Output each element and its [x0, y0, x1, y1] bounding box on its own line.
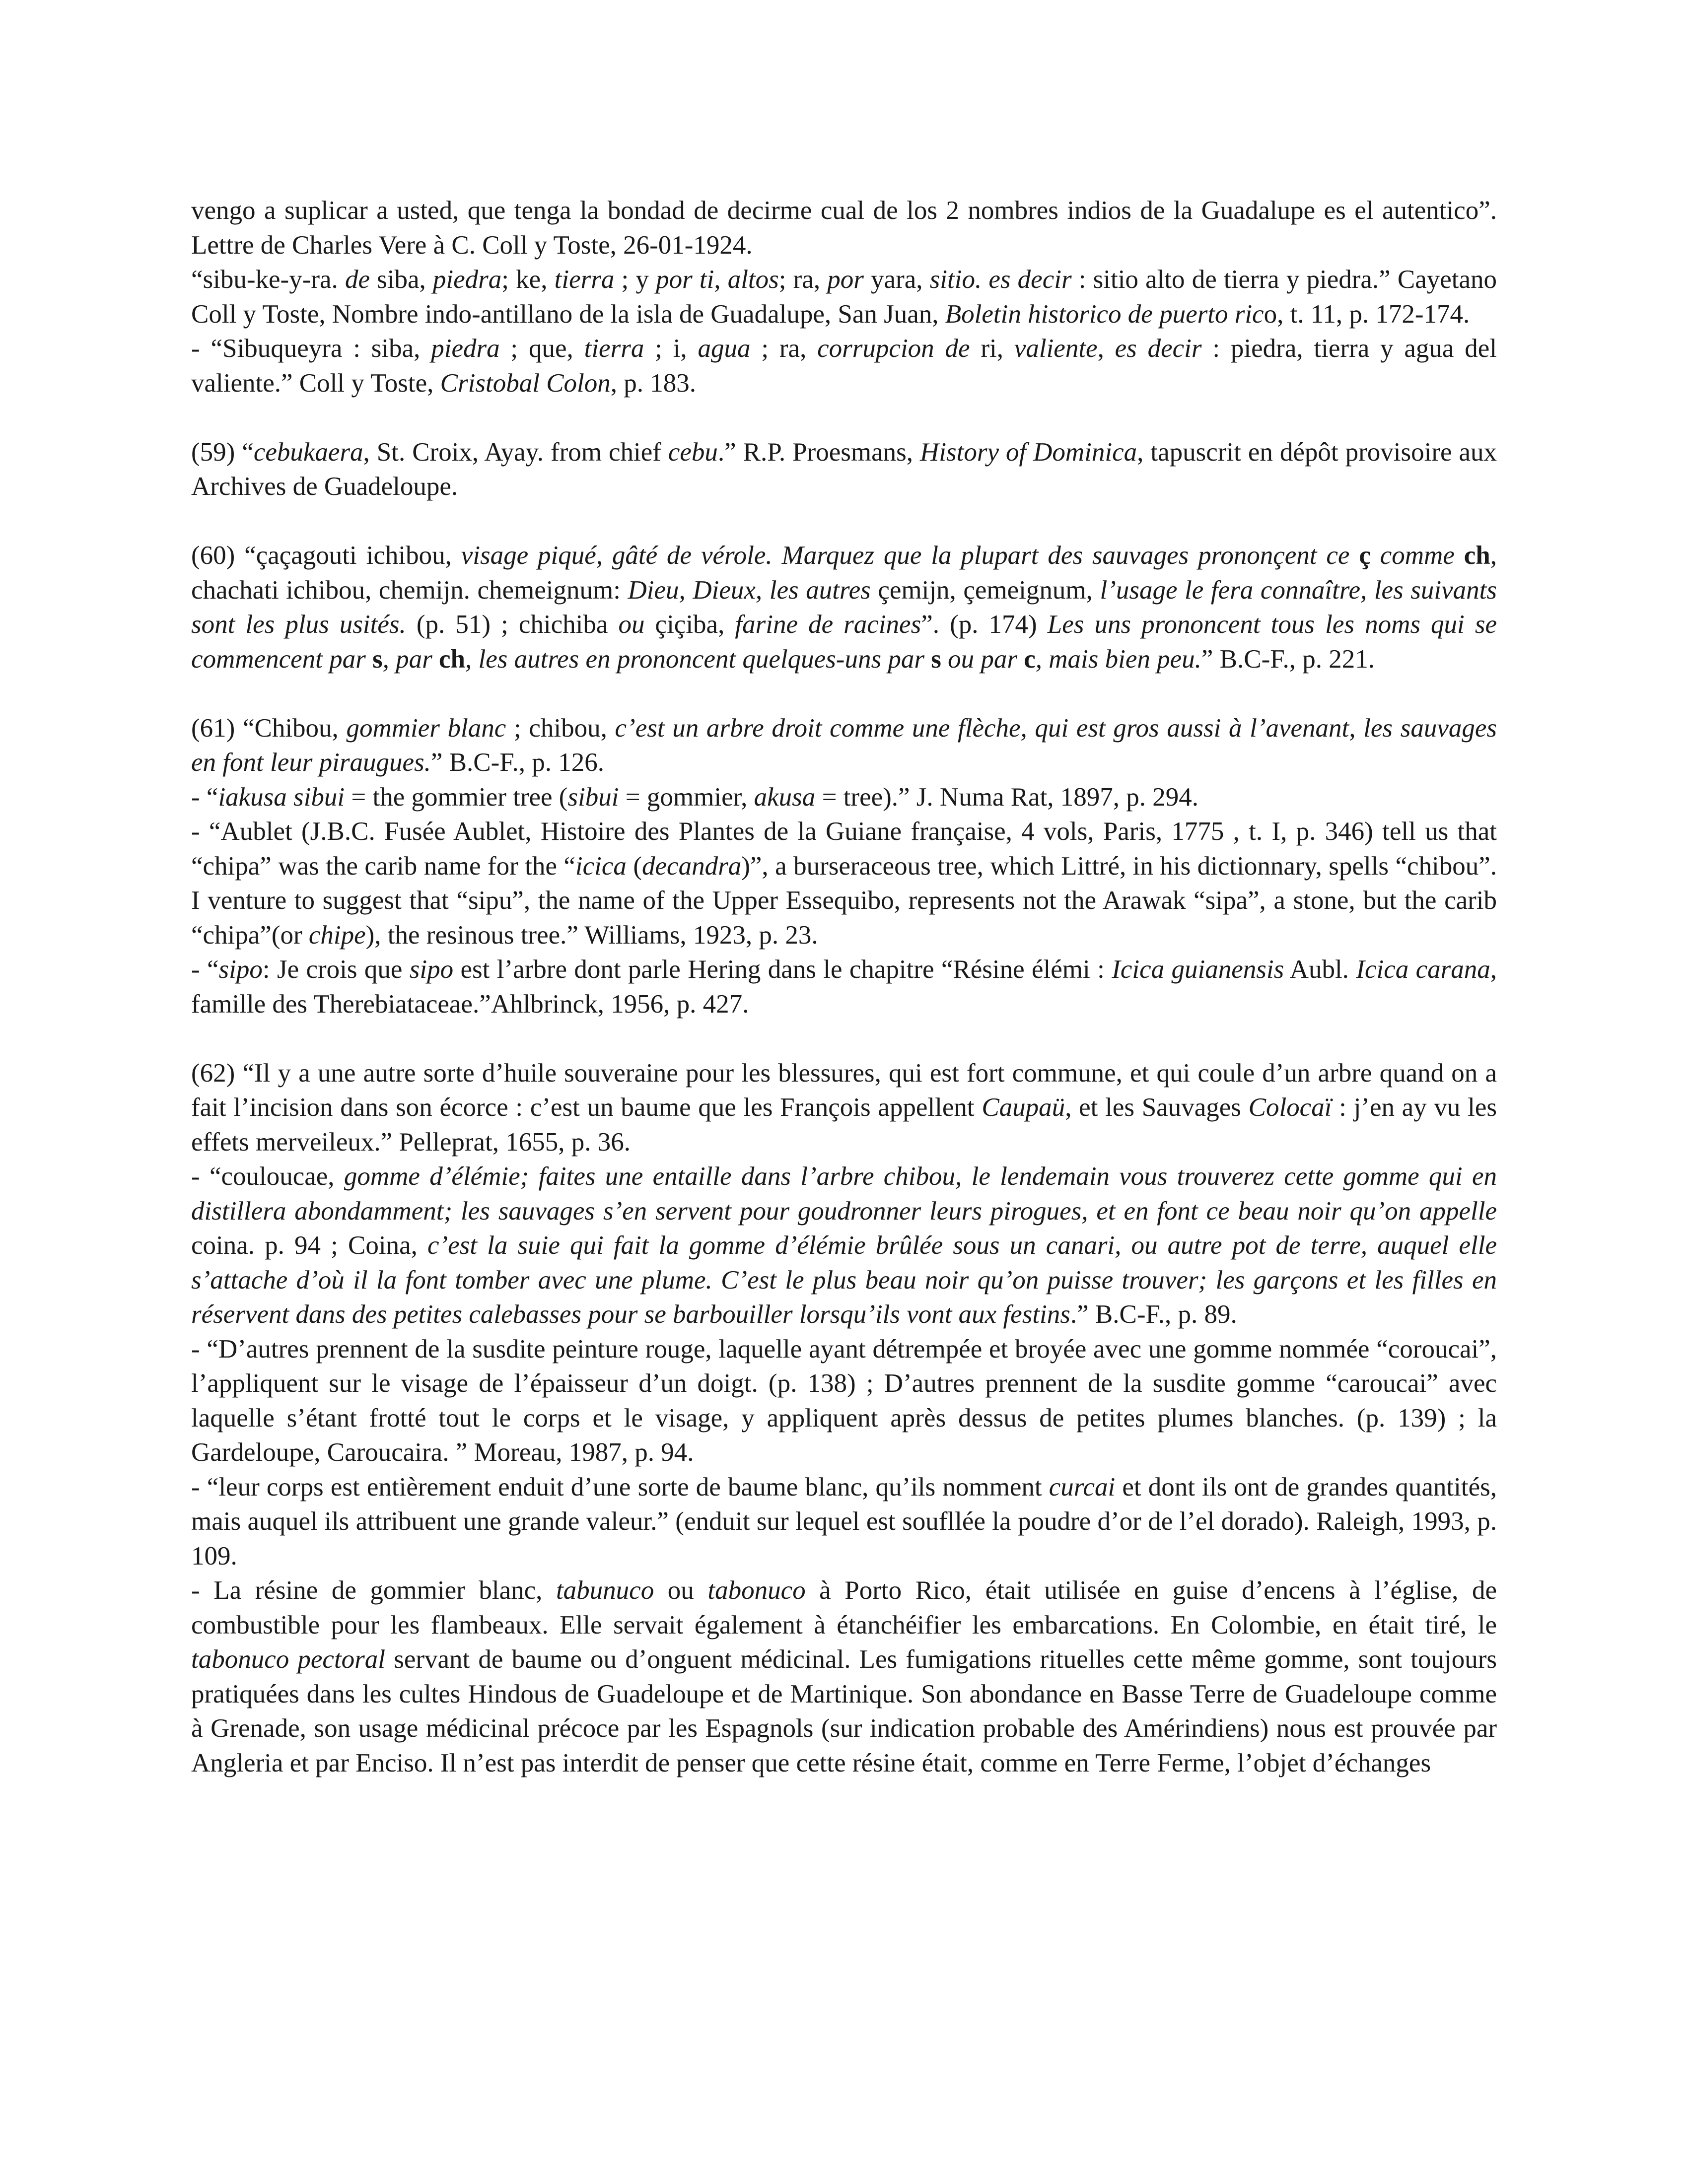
italic-text: Icica carana — [1356, 955, 1490, 984]
note-entry — [191, 194, 1497, 401]
text-run: çiçiba, — [644, 610, 735, 639]
bold-text: ch — [1464, 541, 1490, 570]
entry-spacer — [191, 1022, 1497, 1056]
italic-text: decandra — [642, 851, 742, 881]
text-run: ( — [626, 851, 642, 881]
text-run: = gommier, — [619, 782, 754, 812]
text-run: , tapuscrit en dépôt provisoire aux Archives de Guadeloupe. — [191, 437, 1497, 501]
paragraph — [191, 815, 1497, 953]
text-run: - “leur corps est entièrement enduit d’une sorte de baume blanc, qu’ils nomment — [191, 1472, 1049, 1502]
italic-text: agua — [698, 334, 751, 363]
text-run: - “D’autres prennent de la susdite peinture rouge, laquelle ayant détrempée et broyée avec une gomme nommée “coroucai”, l’appliquent sur le visage de l’épaisseur d’un doigt. (p. 138) ; D’autres prennent de la susdite gomme “caroucai” avec laquelle s’étant frotté tout le corps et le visage, y appliquent après dessus de petites plumes blanches. (p. 139) ; la Gardeloupe, Caroucaira. ” Moreau, 1987, p. 94. — [191, 1334, 1497, 1467]
text-run: = tree).” J. Numa Rat, 1897, p. 294. — [815, 782, 1199, 812]
italic-text: es decir — [1115, 334, 1202, 363]
entry-spacer — [191, 677, 1497, 711]
text-run: ; que, — [499, 334, 584, 363]
italic-text: ou — [618, 610, 645, 639]
italic-text: por ti, altos — [656, 265, 779, 294]
text-run: - La résine de gommier blanc, — [191, 1576, 556, 1605]
italic-text: tabunuco — [556, 1576, 654, 1605]
text-run: , famille des Therebiataceae.”Ahlbrinck, 1956, p. 427. — [191, 955, 1497, 1019]
text-run: : Je crois que — [262, 955, 410, 984]
italic-text: Icica guianensis — [1112, 955, 1284, 984]
italic-text: Colocaï — [1248, 1093, 1332, 1122]
italic-text: sitio. es decir — [929, 265, 1072, 294]
italic-text: Caupaü — [982, 1093, 1065, 1122]
italic-text: curcai — [1049, 1472, 1116, 1502]
text-run: (62) “Il y a une autre sorte d’huile souveraine pour les blessures, qui est fort commune, et qui coule d’un arbre quand on a fait l’incision dans son écorce : c’est un baume que les François appellent — [191, 1058, 1497, 1122]
italic-text: History of Dominica — [919, 437, 1137, 467]
text-run: ri, — [970, 334, 1014, 363]
text-run: ; ra, — [750, 334, 818, 363]
text-run: ; chibou, — [506, 713, 615, 743]
text-run: , — [1097, 334, 1115, 363]
italic-text: valiente — [1014, 334, 1098, 363]
italic-text: chipe — [308, 920, 366, 950]
italic-text: tierra — [554, 265, 615, 294]
entry-spacer — [191, 504, 1497, 539]
italic-text: icica — [575, 851, 627, 881]
italic-text: akusa — [754, 782, 816, 812]
paragraph — [191, 332, 1497, 401]
text-run: )”, a burseraceous tree, which Littré, in his dictionnary, spells “chibou”. I venture to suggest that “sipu”, the name of the Upper Essequibo, represents not the Arawak “sipa”, a stone, but the carib “chipa”(or — [191, 851, 1497, 950]
text-run: servant de baume ou d’onguent médicinal. Les fumigations rituelles cette même gomme, sont toujours pratiquées dans les cultes Hindous de Guadeloupe et de Martinique. Son abondance en Basse Terre de Guadeloupe comme à Grenade, son usage médicinal précoce par les Espagnols (sur indication probable des Amérindiens) nous est prouvée par Angleria et par Enciso. Il n’est pas interdit de penser que cette résine était, comme en Terre Ferme, l’objet d’échanges — [191, 1645, 1497, 1777]
italic-text: gomme d’élémie; faites une entaille dans l’arbre chibou, le lendemain vous trouverez cette gomme qui en distillera abondamment; les sauvages s’en servent pour goudronner leurs pirogues, et en font ce beau noir qu’on appelle — [191, 1162, 1497, 1226]
text-run: = the gommier tree ( — [345, 782, 568, 812]
paragraph — [191, 539, 1497, 677]
note-entry — [191, 711, 1497, 1022]
paragraph — [191, 1573, 1497, 1780]
text-run: - “Sibuqueyra : siba, — [191, 334, 431, 363]
italic-text: iakusa sibui — [218, 782, 345, 812]
text-run: coina. p. 94 ; Coina, — [191, 1231, 427, 1260]
text-run: à Porto Rico, était utilisée en guise d’encens à l’église, de combustible pour les flambeaux. Elle servait également à étanchéifier les embarcations. En Colombie, en était tiré, le — [191, 1576, 1497, 1639]
italic-text: sipo — [218, 955, 263, 984]
italic-text: gommier blanc — [346, 713, 506, 743]
text-run: ), the resinous tree.” Williams, 1923, p. 23. — [365, 920, 818, 950]
paragraph — [191, 1160, 1497, 1332]
italic-text: sipo — [409, 955, 454, 984]
text-run: ” B.C-F., p. 126. — [430, 748, 604, 777]
note-entry — [191, 435, 1497, 504]
text-run: (60) “çaçagouti ichibou, — [191, 541, 461, 570]
text-run: ” B.C-F., p. 221. — [1201, 644, 1375, 674]
italic-text: Dieu, Dieux, les autres — [628, 575, 871, 605]
bold-text: ch — [439, 644, 466, 674]
italic-text: sibui — [567, 782, 619, 812]
paragraph — [191, 1470, 1497, 1574]
text-run: - “ — [191, 955, 219, 984]
text-run: (61) “Chibou, — [191, 713, 347, 743]
paragraph — [191, 1056, 1497, 1160]
note-entry — [191, 1056, 1497, 1781]
text-run: (p. 51) ; chichiba — [406, 610, 619, 639]
text-run: , p. 183. — [610, 368, 697, 398]
bold-text: ç — [1359, 541, 1371, 570]
bold-text: s — [372, 644, 383, 674]
text-run: “sibu-ke-y-ra. — [191, 265, 345, 294]
paragraph — [191, 780, 1497, 815]
text-run: et dont ils ont de grandes quantités, mais auquel ils attribuent une grande valeur.” (enduit sur lequel est soufllée la poudre d’or de l’el dorado). Raleigh, 1993, p. 109. — [191, 1472, 1497, 1570]
text-run: , chachati ichibou, chemijn. chemeignum: — [191, 541, 1497, 605]
text-run: : sitio alto de tierra y piedra.” Cayetano Coll y Toste, Nombre indo-antillano de la isla de Guadalupe, San Juan, — [191, 265, 1497, 329]
text-run: est l’arbre dont parle Hering dans le chapitre “Résine élémi : — [453, 955, 1112, 984]
italic-text: c’est un arbre droit comme une flèche, qui est gros aussi à l’avenant, les sauvages en font leur piraugues. — [191, 713, 1497, 777]
text-run: , St. Croix, Ayay. from chief — [363, 437, 668, 467]
text-run: ou — [654, 1576, 708, 1605]
text-run: çemijn, çemeignum, — [870, 575, 1100, 605]
text-run: - “Aublet (J.B.C. Fusée Aublet, Histoire des Plantes de la Guiane française, 4 vols, Paris, 1775 , t. I, p. 346) tell us that “chipa” was the carib name for the “ — [191, 817, 1497, 881]
italic-text: visage piqué, gâté de vérole. Marquez que la plupart des sauvages prononçent ce — [461, 541, 1359, 570]
text-run: ; ke, — [501, 265, 555, 294]
italic-text: cebukaera — [253, 437, 363, 467]
text-run: o, t. 11, p. 172-174. — [1264, 299, 1470, 329]
italic-text: , par — [382, 644, 439, 674]
italic-text: tabonuco pectoral — [191, 1645, 386, 1674]
italic-text: Les uns prononcent tous les noms qui se commencent par — [191, 610, 1497, 674]
paragraph — [191, 711, 1497, 780]
text-run: ; i, — [644, 334, 698, 363]
paragraph — [191, 1332, 1497, 1470]
text-run: siba, — [369, 265, 433, 294]
text-run: .” B.C-F., p. 89. — [1070, 1300, 1237, 1329]
italic-text: , mais bien peu. — [1035, 644, 1201, 674]
italic-text: corrupcion de — [817, 334, 970, 363]
italic-text: Boletin historico de puerto ric — [945, 299, 1264, 329]
italic-text: tabonuco — [707, 1576, 806, 1605]
italic-text: farine de racines — [735, 610, 921, 639]
italic-text: comme — [1370, 541, 1464, 570]
text-run: , et les Sauvages — [1065, 1093, 1249, 1122]
bold-text: c — [1024, 644, 1036, 674]
paragraph — [191, 953, 1497, 1022]
note-entry — [191, 539, 1497, 677]
italic-text: por — [827, 265, 864, 294]
italic-text: tierra — [584, 334, 644, 363]
entry-spacer — [191, 401, 1497, 435]
paragraph — [191, 194, 1497, 263]
text-run: yara, — [863, 265, 930, 294]
document-page — [191, 194, 1497, 1780]
text-run: vengo a suplicar a usted, que tenga la bondad de decirme cual de los 2 nombres indios de la Guadalupe es el autentico”. Lettre de Charles Vere à C. Coll y Toste, 26-01-1924. — [191, 196, 1497, 260]
text-run: - “couloucae, — [191, 1162, 344, 1191]
text-run: - “ — [191, 782, 218, 812]
italic-text: l’usage le fera connaître, les suivants sont les plus usités. — [191, 575, 1497, 639]
text-run: : j’en ay vu les effets merveileux.” Pelleprat, 1655, p. 36. — [191, 1093, 1497, 1157]
text-run: : piedra, tierra y agua del valiente.” Coll y Toste, — [191, 334, 1497, 398]
bold-text: s — [931, 644, 941, 674]
italic-text: de — [345, 265, 370, 294]
italic-text: piedra — [432, 265, 502, 294]
text-run: ; y — [614, 265, 656, 294]
italic-text: piedra — [431, 334, 500, 363]
text-run: ; ra, — [778, 265, 828, 294]
italic-text: c’est la suie qui fait la gomme d’élémie brûlée sous un canari, ou autre pot de terre, auquel elle s’attache d’où il la font tomber avec une plume. C’est le plus beau noir qu’on puisse trouver; les garçons et les filles en réservent dans des petites calebasses pour se barbouiller lorsqu’ils vont aux festins — [191, 1231, 1497, 1329]
text-run: .” R.P. Proesmans, — [717, 437, 920, 467]
text-run: (59) “ — [191, 437, 254, 467]
paragraph — [191, 263, 1497, 332]
text-run: ”. (p. 174) — [921, 610, 1048, 639]
italic-text: , les autres en prononcent quelques-uns par — [465, 644, 931, 674]
italic-text: ou par — [941, 644, 1024, 674]
italic-text: Cristobal Colon — [440, 368, 611, 398]
italic-text: cebu — [668, 437, 718, 467]
text-run: Aubl. — [1284, 955, 1356, 984]
paragraph — [191, 435, 1497, 504]
